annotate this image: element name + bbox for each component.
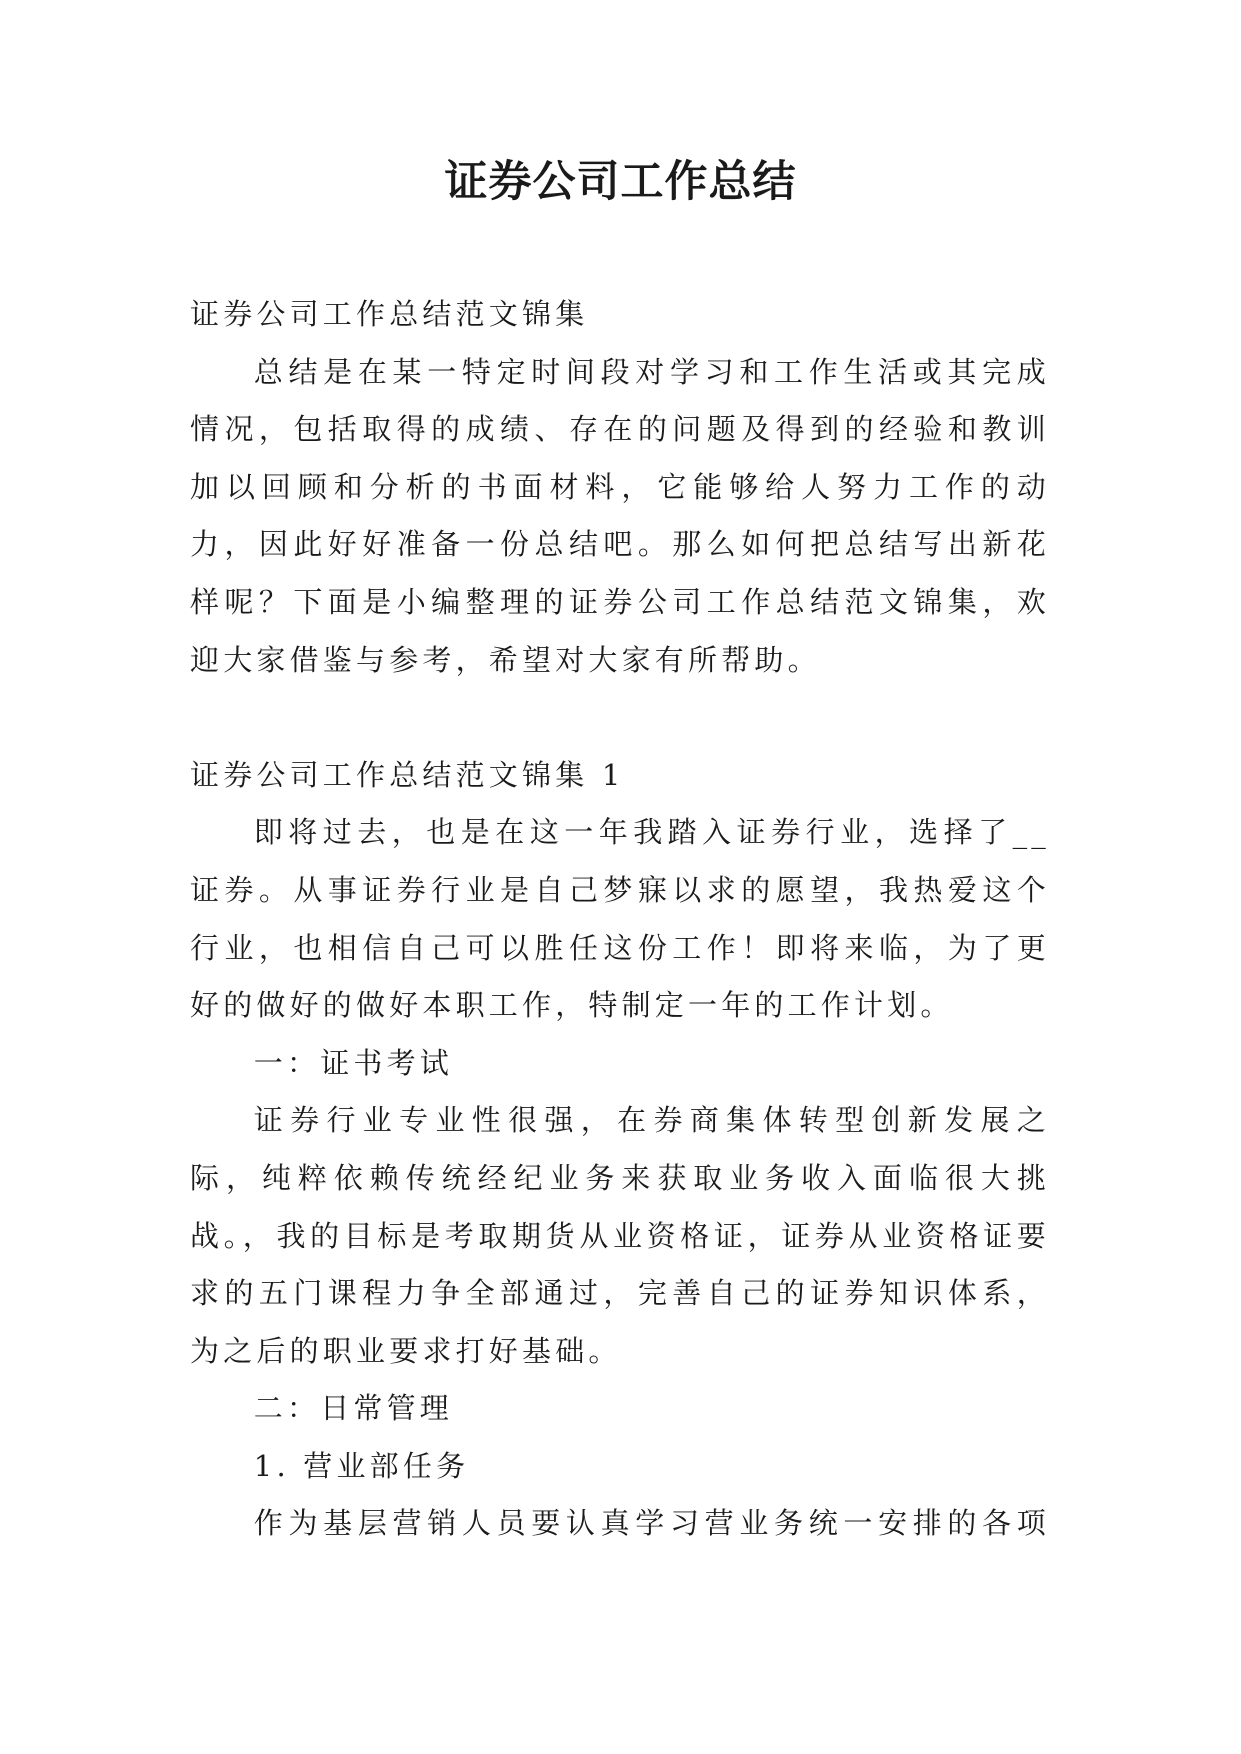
- intro-paragraph: 总结是在某一特定时间段对学习和工作生活或其完成情况，包括取得的成绩、存在的问题及得到的经验和教训加以回顾和分析的书面材料，它能够给人努力工作的动力，因此好好准备一份总结吧。那么如何把总结写出新花样呢？下面是小编整理的证券公司工作总结范文锦集，欢迎大家借鉴与参考，希望对大家有所帮助。: [190, 354, 1050, 677]
- item2-heading: 二：日常管理: [253, 1391, 453, 1426]
- section1-heading: 证券公司工作总结范文锦集 1: [190, 757, 625, 792]
- subtitle: 证券公司工作总结范文锦集: [190, 297, 589, 331]
- item2-sub1-paragraph: 作为基层营销人员要认真学习营业务统一安排的各项: [253, 1506, 1050, 1541]
- item1-paragraph: 证券行业专业性很强，在券商集体转型创新发展之际，纯粹依赖传统经纪业务来获取业务收入面临很大挑战。，我的目标是考取期货从业资格证，证券从业资格证要求的五门课程力争全部通过，完善自己的证券知识体系，为之后的职业要求打好基础。: [190, 1103, 1050, 1368]
- section-spacer: [190, 689, 1050, 747]
- section1-paragraph: 即将过去，也是在这一年我踏入证券行业，选择了__证券。从事证券行业是自己梦寐以求的愿望，我热爱这个行业，也相信自己可以胜任这份工作！即将来临，为了更好的做好的做好本职工作，特制定一年的工作计划。: [190, 815, 1050, 1023]
- item1-heading: 一：证书考试: [253, 1045, 453, 1080]
- item2-sub1-heading: 1. 营业部任务: [253, 1448, 470, 1483]
- document-title: 证券公司工作总结: [444, 157, 797, 207]
- document-body: [190, 286, 1050, 1553]
